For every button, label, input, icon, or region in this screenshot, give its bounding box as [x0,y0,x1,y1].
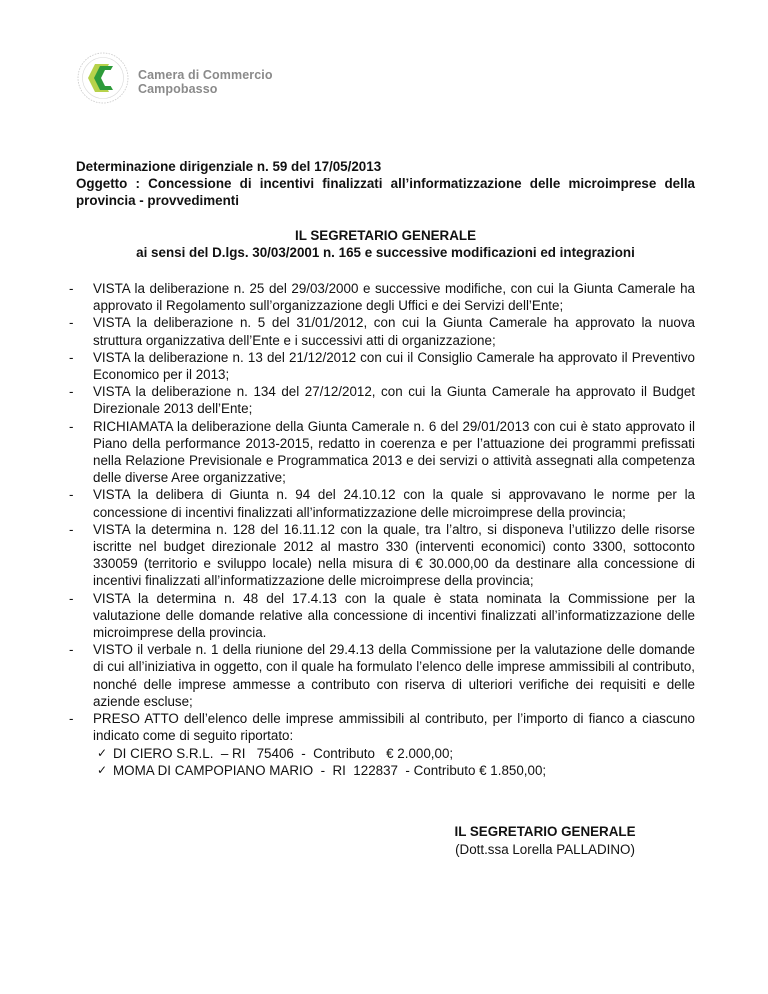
recital-text: VISTA la deliberazione n. 5 del 31/01/2012, con cui la Giunta Camerale ha approvato la nuova struttura organizzativa dell’Ente e i successivi atti di organizzazione; [93,315,695,348]
recital-item [69,314,695,348]
beneficiary-text: MOMA DI CAMPOPIANO MARIO - RI 122837 - Contributo € 1.850,00; [113,762,547,778]
bullet-dash: - [69,590,74,606]
checkmark-icon: ✓ [97,762,108,777]
document-body [69,158,695,779]
signature-block [435,823,655,859]
beneficiary-text: DI CIERO S.R.L. – RI 75406 - Contributo € 2.000,00; [113,745,454,761]
determination-header: Determinazione dirigenziale n. 59 del 17/05/2013 [76,159,382,174]
chamber-logo [76,50,336,110]
recital-text: VISTA la deliberazione n. 13 del 21/12/2012 con cui il Consiglio Camerale ha approvato il Preventivo Economico per il 2013; [93,349,695,383]
recital-text: VISTA la determina n. 128 del 16.11.12 con la quale, tra l’altro, si disponeva l’utilizzo delle risorse iscritte nel budget direzionale 2012 al mastro 330 (interventi economici) conto 3300, sottoconto 330059 (territorio e sviluppo locale) nella misura di € 30.000,00 da destinare alla concessione di incentivi finalizzati all’informatizzazione delle microimprese della provincia; [93,521,695,589]
recital-item [69,521,695,590]
authority-basis: ai sensi del D.lgs. 30/03/2001 n. 165 e successive modificazioni ed integrazioni [136,244,635,260]
recital-item [69,418,695,487]
bullet-dash: - [69,315,74,331]
document-subject [76,175,695,209]
recital-text: VISTA la deliberazione n. 25 del 29/03/2000 e successive modifiche, con cui la Giunta Camerale ha approvato il Regolamento sull’organizzazione degli Uffici e dei Servizi dell’Ente; [93,281,695,314]
chamber-name-line1: Camera di Commercio [138,68,273,82]
recital-text: PRESO ATTO dell’elenco delle imprese ammissibili al contributo, per l’importo di fianco a ciascuno indicato come di seguito riportato: [93,711,695,744]
signature-name: (Dott.ssa Lorella PALLADINO) [455,842,635,857]
subject-label: Oggetto : [76,176,149,192]
bullet-dash: - [69,418,74,434]
recital-text: RICHIAMATA la deliberazione della Giunta Camerale n. 6 del 29/01/2013 con cui è stato approvato il Piano della performance 2013-2015, redatto in coerenza e per l’attuazione dei programmi prefissati nella Relazione Previsionale e Programmatica 2013 e dei servizi o attività assegnati alla competenza delle diverse Aree organizzative; [93,418,695,486]
beneficiary-item [97,745,695,762]
checkmark-icon: ✓ [97,745,108,760]
beneficiaries-list [93,745,695,779]
bullet-dash: - [69,349,74,365]
signature-title: IL SEGRETARIO GENERALE [454,824,636,839]
bullet-dash: - [69,521,74,537]
recital-text: VISTO il verbale n. 1 della riunione del 29.4.13 della Commissione per la valutazione delle domande di cui all’iniziativa in oggetto, con il quale ha formulato l’elenco delle imprese ammissibili al contributo, nonché delle imprese ammesse a contributo con riserva di ulteriori verifiche dei requisiti e delle aziende escluse; [93,642,695,709]
chamber-emblem-icon [76,50,132,106]
recitals-list [69,280,695,779]
subject-text: Concessione di incentivi finalizzati all’informatizzazione delle microimprese della provincia - provvedimenti [76,176,695,209]
recital-item [69,590,695,642]
recital-item [69,383,695,417]
authority-title: IL SEGRETARIO GENERALE [294,227,477,243]
authority-heading [76,227,695,261]
bullet-dash: - [69,487,74,503]
recital-text: VISTA la determina n. 48 del 17.4.13 con la quale è stata nominata la Commissione per la valutazione delle domande relative alla concessione di incentivi finalizzati all’informatizzazione delle microimprese della provincia. [93,590,695,641]
chamber-name [138,68,273,96]
recital-text: VISTA la delibera di Giunta n. 94 del 24.10.12 con la quale si approvavano le norme per la concessione di incentivi finalizzati all’informatizzazione delle microimprese della provincia; [93,487,695,520]
recital-item [69,349,695,383]
bullet-dash: - [69,642,74,658]
bullet-dash: - [69,281,74,297]
recital-item [69,710,695,779]
recital-item [69,280,695,314]
recital-item [69,486,695,520]
recital-text: VISTA la deliberazione n. 134 del 27/12/2012, con cui la Giunta Camerale ha approvato il Budget Direzionale 2013 dell’Ente; [93,384,695,417]
bullet-dash: - [69,711,74,727]
recital-item [69,641,695,710]
beneficiary-item [97,762,695,779]
bullet-dash: - [69,384,74,400]
chamber-name-line2: Campobasso [138,82,218,96]
